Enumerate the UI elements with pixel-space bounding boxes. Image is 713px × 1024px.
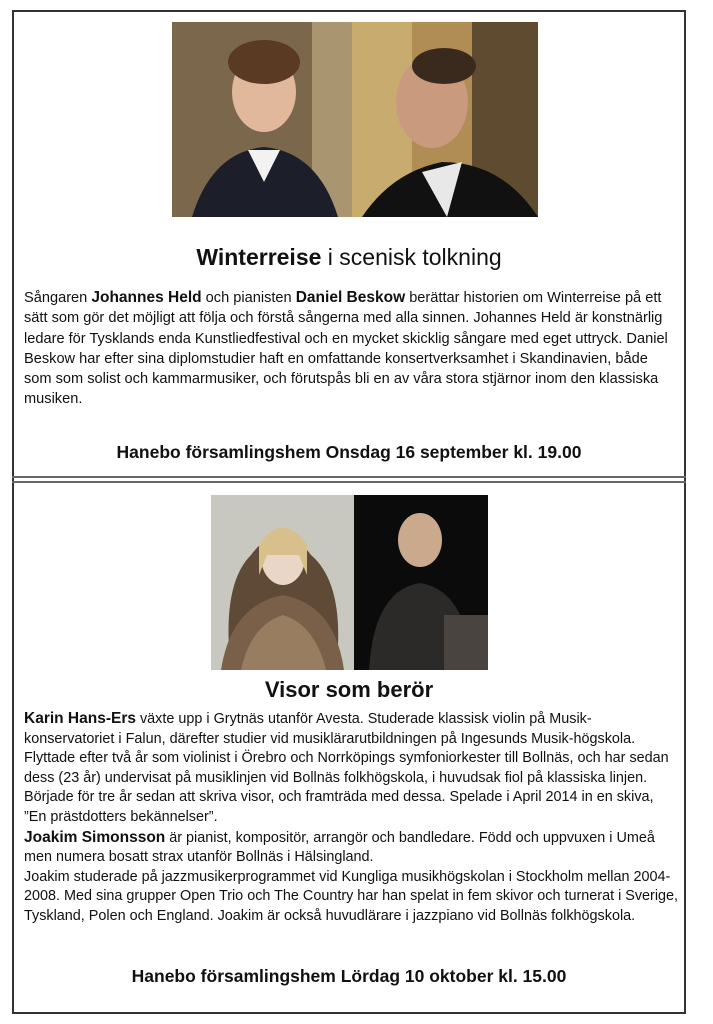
paragraph-text: och pianisten xyxy=(201,290,296,306)
person-name: Joakim Simonsson xyxy=(24,828,166,846)
paragraph-text: är pianist, kompositör, arrangör och bandledare. Född och uppvuxen i Umeå men numera bosatt strax utanför Bollnäs i Hälsingland. xyxy=(24,829,655,866)
section-divider-top xyxy=(12,476,686,478)
paragraph-text: växte upp i Grytnäs utanför Avesta. Studerade klassisk violin på Musik-konservatoriet i Falun, därefter studier vid musiklärarutbildningen på Ingesunds Musik-högskola. Flyttade efter två år som violinist i Örebro och Norrköpings symfoniorkester till Bollnäs, och har sedan dess (23 år) undervisat på musiklinjen vid Bollnäs folkhögskola, i huvudsak fiol på klassiska linjen. Började för tre år sedan att skriva visor, och framträda med dessa. Spelade i April 2014 in en skiva, ”En prästdotters bekännelser”. xyxy=(24,711,669,825)
section1-event: Hanebo församlingshem Onsdag 16 september kl. 19.00 xyxy=(116,442,582,462)
photo-joakim-simonsson xyxy=(354,495,488,670)
section2-paragraph xyxy=(24,709,679,927)
section-divider-bottom xyxy=(12,481,686,483)
paragraph-text: Sångaren xyxy=(24,290,92,306)
section1-title xyxy=(14,244,684,271)
section2-event: Hanebo församlingshem Lördag 10 oktober kl. 15.00 xyxy=(131,966,567,986)
paragraph-text: berättar historien om Winterreise på ett sätt som gör det möjligt att följa och förstå sångerna med alla sinnen. Johannes Held är konstnärlig ledare för Tysklands enda Kunstliedfestival och en mycket skicklig sångare med eget uttryck. Daniel Beskow har efter sina diplomstudier haft en omfattande konsertverksamhet i Skandinavien, både som som solist och kammarmusiker, och förutspås bli en av våra stora stjärnor inom den klassiska musiken. xyxy=(24,290,668,408)
person-name: Daniel Beskow xyxy=(295,289,406,306)
photo-johannes-held xyxy=(172,22,352,217)
section1-paragraph xyxy=(24,288,679,410)
photo-karin-hans-ers xyxy=(211,495,354,670)
person-name: Johannes Held xyxy=(91,289,202,306)
person-name: Karin Hans-Ers xyxy=(24,710,136,727)
photo-daniel-beskow xyxy=(352,22,538,217)
paragraph-text: Joakim studerade på jazzmusikerprogrammet vid Kungliga musikhögskolan i Stockholm mellan 2004-2008. Med sina grupper Open Trio och The Country har han spelat in fem skivor och turnerat i Sverige, Tyskland, Polen och England. Joakim är också huvudlärare i jazzpiano vid Bollnäs folkhögskola. xyxy=(24,868,679,924)
section2-title: Visor som berör xyxy=(264,677,434,702)
section1-title-rest: i scenisk tolkning xyxy=(321,244,502,270)
section1-title-bold: Winterreise xyxy=(196,244,322,270)
